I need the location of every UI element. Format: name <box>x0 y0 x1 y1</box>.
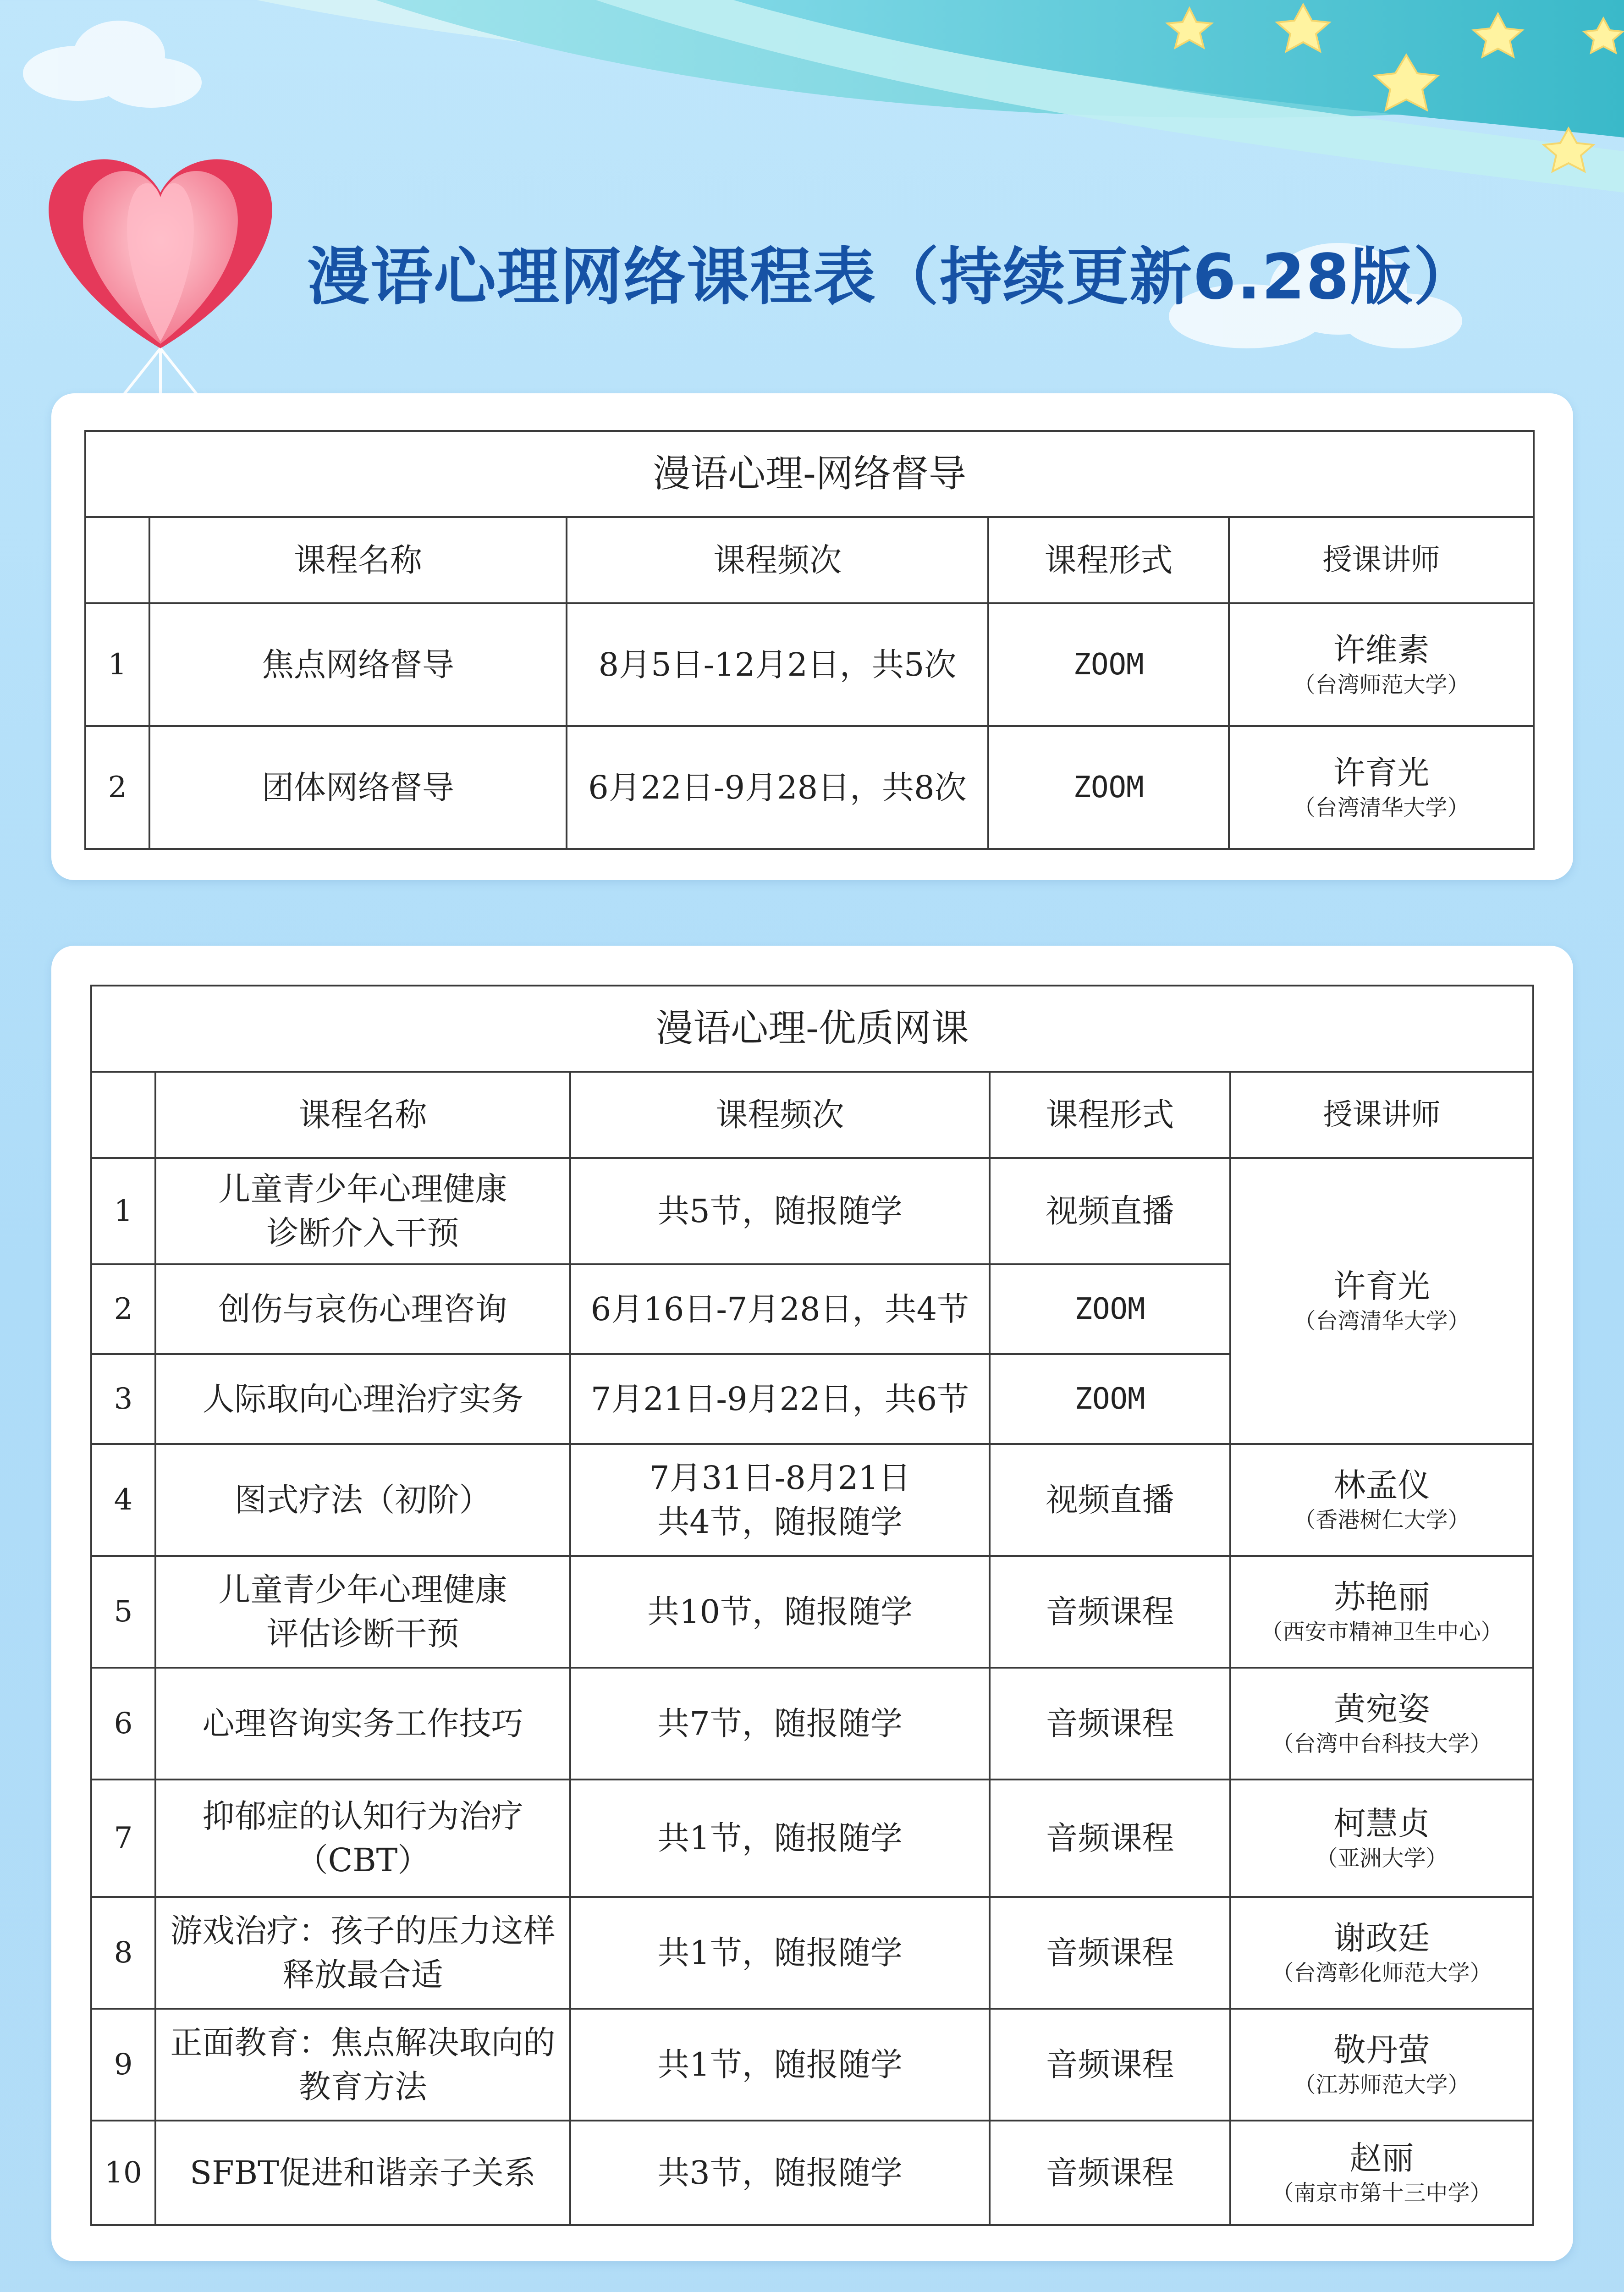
course-name-line: 教育方法 <box>298 2068 427 2105</box>
supervision-table <box>84 430 1535 850</box>
header-freq: 课程频次 <box>567 517 988 603</box>
course-format: ZOOM <box>988 603 1229 726</box>
table-header <box>91 1072 1533 1158</box>
course-name-line: 儿童青少年心理健康 <box>218 1571 507 1609</box>
course-format: ZOOM <box>990 1354 1230 1444</box>
row-number: 10 <box>91 2121 155 2225</box>
course-format: 音频课程 <box>990 1780 1230 1897</box>
header-freq: 课程频次 <box>570 1072 990 1158</box>
course-name <box>155 1556 570 1668</box>
course-name <box>155 1897 570 2009</box>
lecturer-org: （香港树仁大学） <box>1294 1507 1470 1533</box>
table-row <box>91 1556 1533 1668</box>
course-name-line: 图式疗法（初阶） <box>234 1481 491 1519</box>
lecturer-org: （亚洲大学） <box>1316 1846 1448 1871</box>
course-frequency <box>570 1354 990 1444</box>
course-name-line: 儿童青少年心理健康 <box>218 1170 507 1208</box>
course-frequency <box>570 2009 990 2121</box>
course-format: ZOOM <box>988 726 1229 849</box>
lecturer-name: 谢政廷 <box>1333 1919 1430 1957</box>
course-frequency <box>570 1158 990 1264</box>
lecturer-org: （江苏师范大学） <box>1294 2072 1470 2098</box>
row-number: 1 <box>91 1158 155 1264</box>
course-frequency: 8月5日-12月2日，共5次 <box>567 603 988 726</box>
course-format: 视频直播 <box>990 1444 1230 1556</box>
table-row <box>91 1158 1533 1264</box>
course-format: ZOOM <box>990 1264 1230 1354</box>
course-frequency-line: 共4节，随报随学 <box>657 1503 903 1541</box>
course-frequency <box>570 1668 990 1780</box>
header-name: 课程名称 <box>155 1072 570 1158</box>
lecturer-name: 苏艳丽 <box>1333 1578 1430 1616</box>
lecturer-cell <box>1230 1444 1533 1556</box>
table-row <box>91 1780 1533 1897</box>
course-frequency-line: 共7节，随报随学 <box>657 1705 903 1742</box>
header-form: 课程形式 <box>990 1072 1230 1158</box>
section-title: 漫语心理-优质网课 <box>91 986 1533 1072</box>
course-frequency <box>570 2121 990 2225</box>
course-frequency-line: 共5节，随报随学 <box>657 1192 903 1230</box>
lecturer-cell <box>1230 1158 1533 1444</box>
lecturer-cell <box>1230 1897 1533 2009</box>
table-row <box>85 726 1534 849</box>
course-frequency <box>570 1556 990 1668</box>
course-format: 音频课程 <box>990 1897 1230 2009</box>
table-header <box>85 517 1534 603</box>
course-name-line: 心理咨询实务工作技巧 <box>202 1705 523 1742</box>
course-format: 音频课程 <box>990 2121 1230 2225</box>
section-title: 漫语心理-网络督导 <box>85 431 1534 517</box>
table-row <box>91 1668 1533 1780</box>
header-name: 课程名称 <box>149 517 567 603</box>
course-format: 视频直播 <box>990 1158 1230 1264</box>
course-frequency-line: 共1节，随报随学 <box>657 1819 903 1857</box>
course-frequency <box>570 1897 990 2009</box>
course-name <box>155 1444 570 1556</box>
lecturer-cell <box>1230 1668 1533 1780</box>
course-name-line: 抑郁症的认知行为治疗 <box>202 1797 523 1835</box>
lecturer-org: （台湾清华大学） <box>1294 1308 1470 1334</box>
course-name: 焦点网络督导 <box>149 603 567 726</box>
course-name <box>155 2121 570 2225</box>
course-name <box>155 1780 570 1897</box>
lecturer-cell <box>1229 603 1534 726</box>
course-frequency <box>570 1780 990 1897</box>
row-number: 2 <box>91 1264 155 1354</box>
course-name-line: 创伤与哀伤心理咨询 <box>218 1290 507 1328</box>
supervision-panel <box>51 393 1573 880</box>
lecturer-org: （台湾中台科技大学） <box>1272 1731 1492 1757</box>
course-name <box>155 1354 570 1444</box>
course-name-line: SFBT促进和谐亲子关系 <box>190 2154 536 2192</box>
header-form: 课程形式 <box>988 517 1229 603</box>
table-row <box>85 603 1534 726</box>
course-name <box>155 2009 570 2121</box>
course-frequency-line: 共10节，随报随学 <box>647 1593 913 1631</box>
row-number: 4 <box>91 1444 155 1556</box>
row-number: 3 <box>91 1354 155 1444</box>
lecturer-name: 赵丽 <box>1349 2139 1414 2177</box>
header-lecturer: 授课讲师 <box>1229 517 1534 603</box>
course-frequency-line: 7月31日-8月21日 <box>649 1459 911 1497</box>
course-name-line: 诊断介入干预 <box>266 1214 459 1252</box>
course-format: 音频课程 <box>990 1556 1230 1668</box>
course-name <box>155 1158 570 1264</box>
lecturer-name: 敬丹萤 <box>1333 2031 1430 2069</box>
course-name-line: 游戏治疗：孩子的压力这样 <box>170 1912 556 1950</box>
table-row <box>91 2121 1533 2225</box>
course-frequency <box>570 1264 990 1354</box>
table-row <box>91 1444 1533 1556</box>
page-title: 漫语心理网络课程表（持续更新6.28版） <box>307 241 1477 314</box>
lecturer-org: （台湾师范大学） <box>1293 672 1470 698</box>
lecturer-cell <box>1229 726 1534 849</box>
course-name-line: 释放最合适 <box>282 1956 443 1994</box>
row-number: 1 <box>85 603 149 726</box>
course-name <box>155 1264 570 1354</box>
course-frequency-line: 共3节，随报随学 <box>657 2154 903 2192</box>
lecturer-name: 许育光 <box>1333 754 1430 792</box>
lecturer-name: 许维素 <box>1333 631 1430 669</box>
lecturer-cell <box>1230 1780 1533 1897</box>
header-lecturer: 授课讲师 <box>1230 1072 1533 1158</box>
lecturer-cell <box>1230 2121 1533 2225</box>
course-name-line: （CBT） <box>296 1841 430 1879</box>
lecturer-name: 黄宛姿 <box>1333 1690 1430 1728</box>
lecturer-cell <box>1230 2009 1533 2121</box>
course-frequency-line: 6月16日-7月28日，共4节 <box>590 1290 969 1328</box>
course-name <box>155 1668 570 1780</box>
table-row <box>91 1897 1533 2009</box>
course-format: 音频课程 <box>990 1668 1230 1780</box>
courses-panel <box>51 946 1573 2261</box>
row-number: 9 <box>91 2009 155 2121</box>
row-number: 7 <box>91 1780 155 1897</box>
row-number: 6 <box>91 1668 155 1780</box>
course-frequency-line: 7月21日-9月22日，共6节 <box>590 1380 969 1418</box>
row-number: 2 <box>85 726 149 849</box>
course-frequency <box>570 1444 990 1556</box>
course-frequency-line: 共1节，随报随学 <box>657 2046 903 2083</box>
lecturer-org: （台湾清华大学） <box>1293 795 1470 821</box>
course-name: 团体网络督导 <box>149 726 567 849</box>
row-number: 5 <box>91 1556 155 1668</box>
lecturer-name: 林孟仪 <box>1333 1466 1430 1504</box>
course-frequency: 6月22日-9月28日，共8次 <box>567 726 988 849</box>
course-format: 音频课程 <box>990 2009 1230 2121</box>
course-name-line: 人际取向心理治疗实务 <box>202 1380 523 1418</box>
table-row <box>91 2009 1533 2121</box>
lecturer-org: （南京市第十三中学） <box>1272 2180 1492 2206</box>
lecturer-org: （台湾彰化师范大学） <box>1272 1960 1492 1986</box>
lecturer-name: 许育光 <box>1333 1267 1430 1305</box>
lecturer-name: 柯慧贞 <box>1333 1805 1430 1842</box>
course-name-line: 评估诊断干预 <box>266 1615 459 1653</box>
course-name-line: 正面教育：焦点解决取向的 <box>170 2024 556 2061</box>
lecturer-org: （西安市精神卫生中心） <box>1261 1619 1503 1645</box>
row-number: 8 <box>91 1897 155 2009</box>
course-frequency-line: 共1节，随报随学 <box>657 1934 903 1972</box>
courses-table <box>90 985 1534 2226</box>
lecturer-cell <box>1230 1556 1533 1668</box>
